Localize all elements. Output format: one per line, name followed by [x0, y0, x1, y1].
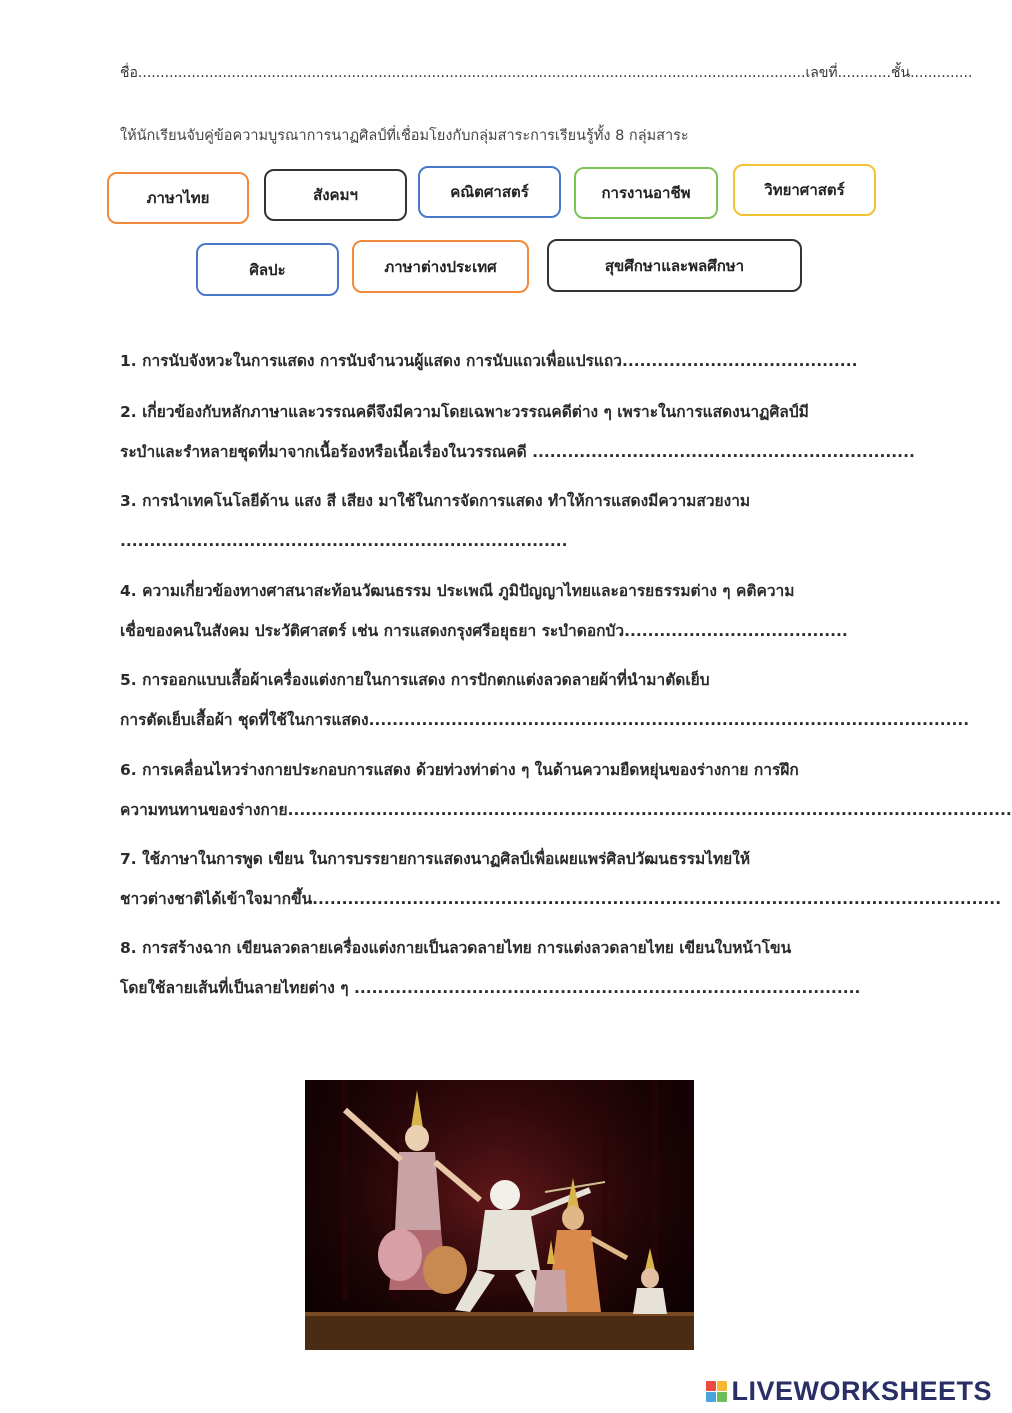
subject-box-math[interactable] [418, 166, 561, 218]
logo-square [717, 1381, 727, 1391]
question-3 [120, 481, 880, 561]
subject-box-career[interactable] [574, 167, 718, 219]
subject-box-health-pe[interactable] [547, 239, 802, 292]
khon-performance-photo [305, 1080, 694, 1350]
number-field[interactable]: ............ [837, 65, 892, 81]
question-5 [120, 660, 970, 740]
question-line[interactable]: ชาวต่างชาติได้เข้าใจมากขึ้น..................................................................................................................... [120, 890, 1002, 908]
question-1 [120, 341, 880, 381]
question-line: 2. เกี่ยวข้องกับหลักภาษาและวรรณคดีจึงมีความโดยเฉพาะวรรณคดีต่าง ๆ เพราะในการแสดงนาฏศิลป์มี [120, 403, 809, 421]
number-label: เลขที่ [805, 65, 838, 81]
question-8 [120, 928, 880, 1008]
question-line: 8. การสร้างฉาก เขียนลวดลายเครื่องแต่งกายเป็นลวดลายไทย การแต่งลวดลายไทย เขียนใบหน้าโขน [120, 939, 792, 957]
student-info-line [120, 62, 973, 84]
subject-label: ภาษาต่างประเทศ [384, 257, 497, 276]
question-2 [120, 392, 915, 472]
question-line: 7. ใช้ภาษาในการพูด เขียน ในการบรรยายการแสดงนาฏศิลป์เพื่อเผยแพร่ศิลปวัฒนธรรมไทยให้ [120, 850, 751, 868]
question-line: 4. ความเกี่ยวข้องทางศาสนาสะท้อนวัฒนธรรม ประเพณี ภูมิปัญญาไทยและอารยธรรมต่าง ๆ คติความ [120, 582, 795, 600]
question-line[interactable]: ความทนทานของร่างกาย........................................................................................................................... [120, 801, 1012, 819]
subject-box-thai[interactable] [107, 172, 249, 224]
subject-box-science[interactable] [733, 164, 876, 216]
subject-box-social[interactable] [264, 169, 407, 221]
subject-label: วิทยาศาสตร์ [764, 181, 845, 199]
logo-text: LIVEWORKSHEETS [731, 1376, 992, 1406]
question-line: 3. การนำเทคโนโลยีด้าน แสง สี เสียง มาใช้ในการจัดการแสดง ทำให้การแสดงมีความสวยงาม [120, 492, 751, 510]
subject-label: สังคมฯ [313, 186, 358, 204]
subject-label: การงานอาชีพ [601, 184, 691, 202]
subject-box-art[interactable] [196, 243, 339, 296]
name-field[interactable]: ...................................................................................................................................................... [137, 65, 806, 81]
subject-label: สุขศึกษาและพลศึกษา [604, 256, 745, 275]
question-7 [120, 839, 1002, 919]
subject-label: คณิตศาสตร์ [450, 183, 529, 201]
liveworksheets-logo[interactable] [706, 1376, 992, 1407]
question-line[interactable]: การตัดเย็บเสื้อผ้า ชุดที่ใช้ในการแสดง...................................................................................................... [120, 711, 970, 729]
logo-square [706, 1381, 716, 1391]
question-line[interactable]: ............................................................................ [120, 532, 568, 550]
subject-label: ศิลปะ [249, 260, 286, 279]
logo-square [717, 1392, 727, 1402]
subject-label: ภาษาไทย [146, 189, 210, 207]
question-line: 5. การออกแบบเสื้อผ้าเครื่องแต่งกายในการแสดง การปักตกแต่งลวดลายผ้าที่นำมาตัดเย็บ [120, 671, 710, 689]
question-line[interactable]: ระบำและรำหลายชุดที่มาจากเนื้อร้องหรือเนื้อเรื่องในวรรณคดี ................................................................. [120, 443, 915, 461]
logo-mark-icon [706, 1381, 727, 1402]
logo-square [706, 1392, 716, 1402]
khon-dancers-illustration [305, 1080, 694, 1350]
question-4 [120, 571, 880, 651]
subject-box-foreign-language[interactable] [352, 240, 529, 293]
class-field[interactable]: .............. [910, 65, 973, 81]
instruction-text: ให้นักเรียนจับคู่ข้อความบูรณาการนาฏศิลป์ที่เชื่อมโยงกับกลุ่มสาระการเรียนรู้ทั้ง 8 กลุ่มสาระ [120, 128, 689, 144]
question-line[interactable]: 1. การนับจังหวะในการแสดง การนับจำนวนผู้แสดง การนับแถวเพื่อแปรแถว........................................ [120, 352, 858, 370]
class-label: ชั้น [891, 65, 911, 81]
question-line: 6. การเคลื่อนไหวร่างกายประกอบการแสดง ด้วยท่วงท่าต่าง ๆ ในด้านความยืดหยุ่นของร่างกาย การฝึก [120, 761, 799, 779]
name-label: ชื่อ [120, 65, 138, 81]
question-line[interactable]: โดยใช้ลายเส้นที่เป็นลายไทยต่าง ๆ ...................................................................................... [120, 979, 861, 997]
question-6 [120, 750, 1012, 830]
question-line[interactable]: เชื่อของคนในสังคม ประวัติศาสตร์ เช่น การแสดงกรุงศรีอยุธยา ระบำดอกบัว...................................... [120, 622, 848, 640]
